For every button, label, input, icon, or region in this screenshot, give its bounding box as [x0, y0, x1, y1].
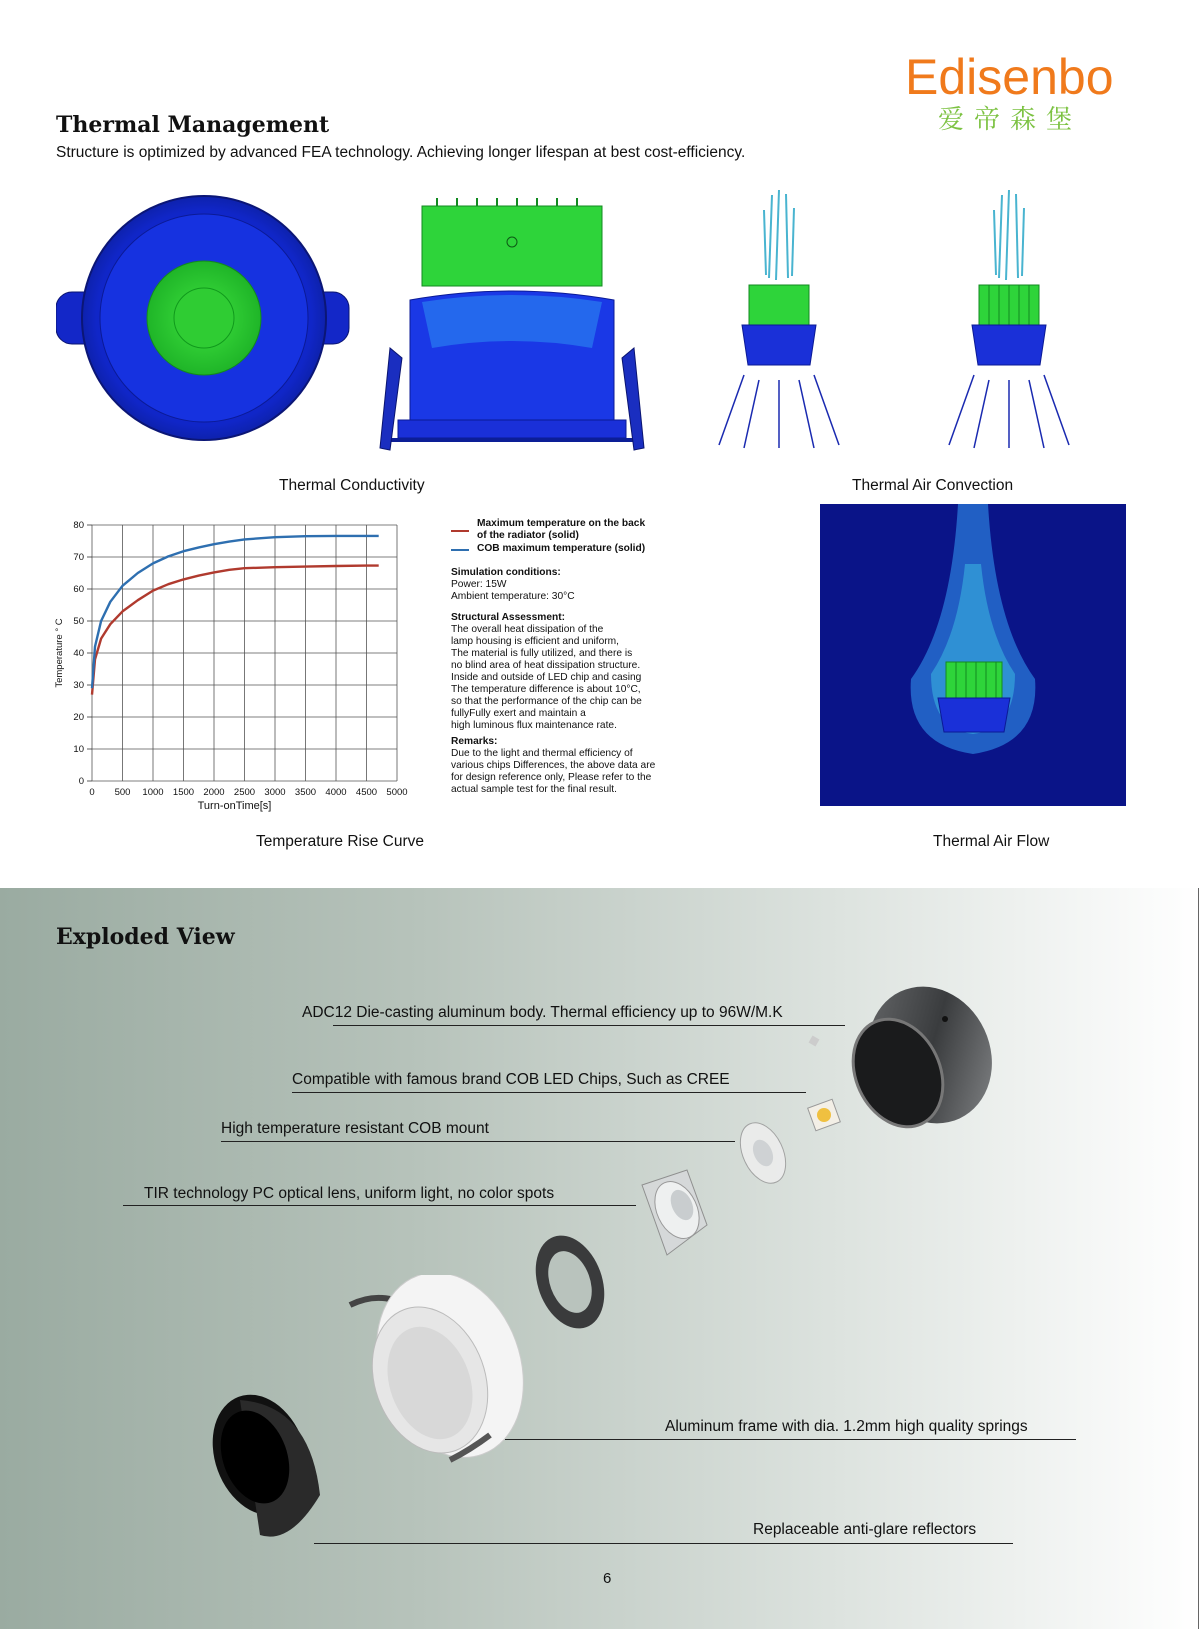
notes-sim-line: Power: 15W [451, 579, 507, 590]
notes-remarks-head: Remarks: [451, 736, 498, 747]
cob-mount-image [725, 1115, 795, 1190]
notes-remarks-line: various chips Differences, the above data are [451, 760, 656, 771]
x-tick-label: 500 [114, 787, 131, 798]
x-axis-label: Turn-onTime[s] [197, 800, 272, 812]
legend-item-cob [451, 543, 691, 555]
y-tick-label: 30 [73, 680, 84, 691]
thermal-convection-image-2 [944, 190, 1074, 452]
x-tick-label: 0 [89, 787, 95, 798]
caption-thermal-air-flow: Thermal Air Flow [933, 833, 1050, 850]
leader-line-cob-mount [221, 1141, 735, 1142]
y-tick-label: 10 [73, 744, 84, 755]
thermal-top-view-image [56, 190, 356, 460]
notes-struct-line: fullyFully exert and maintain a [451, 708, 586, 719]
caption-temperature-rise-curve: Temperature Rise Curve [256, 833, 424, 850]
notes-struct-head: Structural Assessment: [451, 612, 565, 623]
notes-struct-line: high luminous flux maintenance rate. [451, 720, 617, 731]
legend-label-cob: COB maximum temperature (solid) [477, 543, 646, 554]
callout-lens: TIR technology PC optical lens, uniform light, no color spots [144, 1185, 555, 1202]
thermal-convection-image-1 [714, 190, 844, 452]
y-tick-label: 80 [73, 520, 84, 531]
x-tick-label: 2000 [203, 787, 225, 798]
thermal-side-view-image [362, 198, 662, 460]
caption-thermal-convection: Thermal Air Convection [852, 477, 1014, 494]
x-tick-label: 2500 [233, 787, 256, 798]
leader-line-frame [505, 1439, 1076, 1440]
x-tick-label: 3500 [294, 787, 317, 798]
callout-frame: Aluminum frame with dia. 1.2mm high quality springs [665, 1418, 1028, 1435]
brand-logo: Edisenbo [905, 49, 1114, 105]
temperature-rise-chart [52, 510, 422, 815]
anti-glare-reflector-image [200, 1385, 340, 1555]
brand-logo-chinese: 爱帝森堡 [938, 105, 1083, 135]
callout-cob-chip: Compatible with famous brand COB LED Chips, Such as CREE [292, 1071, 730, 1088]
notes-struct-line: so that the performance of the chip can be [451, 696, 642, 707]
section-title-thermal: Thermal Management [56, 112, 330, 138]
callout-cob-mount: High temperature resistant COB mount [221, 1120, 489, 1137]
notes-struct-line: no blind area of heat dissipation structure. [451, 660, 641, 671]
page-edge-line [1198, 888, 1199, 1629]
notes-sim-line: Ambient temperature: 30°C [451, 591, 575, 602]
chart-notes [451, 518, 691, 796]
y-tick-label: 60 [73, 584, 84, 595]
callout-reflector: Replaceable anti-glare reflectors [753, 1521, 977, 1538]
leader-line-lens [123, 1205, 636, 1206]
caption-thermal-conductivity: Thermal Conductivity [279, 477, 425, 494]
page-number: 6 [603, 1570, 612, 1587]
y-tick-label: 0 [78, 776, 84, 787]
y-tick-label: 20 [73, 712, 84, 723]
notes-struct-line: The material is fully utilized, and there is [451, 648, 633, 659]
notes-remarks-line: Due to the light and thermal efficiency of [451, 748, 633, 759]
x-tick-label: 3000 [264, 787, 286, 798]
callout-body: ADC12 Die-casting aluminum body. Thermal efficiency up to 96W/M.K [302, 1004, 783, 1021]
y-tick-label: 50 [73, 616, 84, 627]
tir-lens-image [632, 1165, 717, 1260]
notes-struct-line: Inside and outside of LED chip and casing [451, 672, 642, 683]
leader-line-reflector [314, 1543, 1013, 1544]
x-tick-label: 1500 [172, 787, 195, 798]
notes-sim-head: Simulation conditions: [451, 567, 561, 578]
y-tick-label: 70 [73, 552, 84, 563]
legend-item-radiator [451, 518, 691, 542]
y-axis-label: Temperature ° C [54, 618, 65, 688]
notes-remarks-line: actual sample test for the final result. [451, 784, 617, 795]
aluminum-frame-image [330, 1275, 530, 1475]
section-title-exploded: Exploded View [56, 924, 235, 950]
y-tick-label: 40 [73, 648, 84, 659]
x-tick-label: 5000 [386, 787, 408, 798]
x-tick-label: 4000 [325, 787, 347, 798]
section-subtitle: Structure is optimized by advanced FEA technology. Achieving longer lifespan at best cost-efficiency. [56, 144, 746, 161]
notes-remarks-line: for design reference only, Please refer to the [451, 772, 652, 783]
cob-chip-image [805, 1095, 845, 1135]
notes-struct-line: The temperature difference is about 10°C, [451, 684, 641, 695]
sealing-ring-image [525, 1230, 615, 1335]
notes-struct-line: lamp housing is efficient and uniform, [451, 636, 619, 647]
x-tick-label: 1000 [142, 787, 164, 798]
leader-line-cob-chip [292, 1092, 806, 1093]
legend-swatch-radiator [451, 530, 469, 532]
legend-label-radiator: Maximum temperature on the back of the radiator (solid) [477, 518, 646, 541]
notes-struct-line: The overall heat dissipation of the [451, 624, 604, 635]
x-tick-label: 4500 [355, 787, 378, 798]
thermal-air-flow-image [820, 504, 1126, 806]
leader-line-body [333, 1025, 845, 1026]
legend-swatch-cob [451, 549, 469, 551]
